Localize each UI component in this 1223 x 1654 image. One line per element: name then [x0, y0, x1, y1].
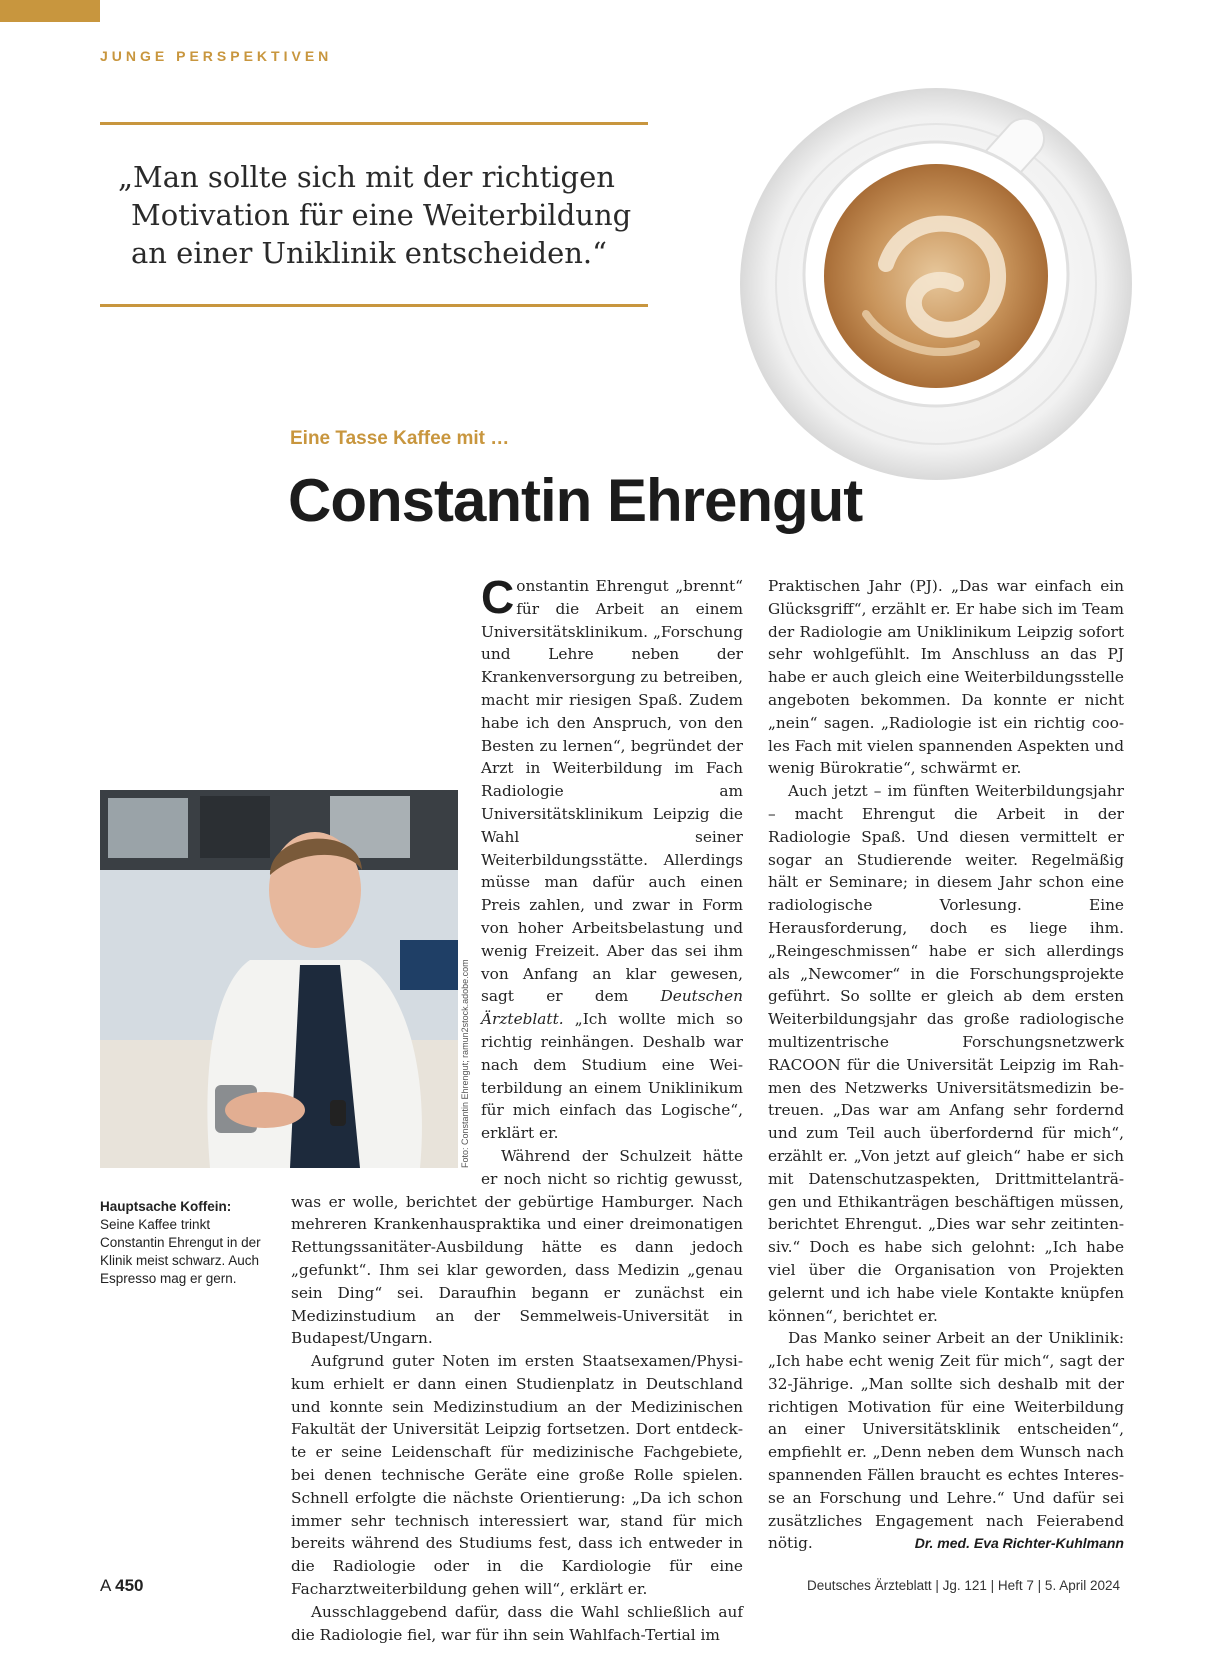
paragraph-6: Auch jetzt – im fünften Weiterbildungsjahr – macht Ehrengut die Arbeit in der Radiologie Spaß. Und diesen vermittelt er sogar an Studierende weiter. Regelmäßig hält er Seminare; in diesem Jahr schon eine radiologische Vorlesung. Eine Herausforderung, doch es liege ihm. „Reingeschmissen“ habe er sich allerdings als „Newcomer“ in die Forschungsprojekte geführt. So sollte er gleich ab dem ersten Weiterbildungsjahr das große radiologische multizentrische Forschungsnetzwerk RACOON für die Universität Leipzig im Rahmen des Netzwerks Universitätsmedizin betreuen. „Das war am Anfang sehr fordernd und zum Teil auch überfordernd für mich“, erzählt er. „Von jetzt auf gleich“ habe er sich mit Datenschutzaspekten, Drittmittelanträgen und Ethikanträgen beschäftigen müssen, berichtet Ehrengut. „Dies war sehr zeitintensiv.“ Doch es habe sich gelohnt: „Ich habe viel über die Organisation von Projekten gelernt und ich habe viele Kontakte knüpfen können“, berichtet er.	[768, 782, 1124, 1325]
portrait-photo	[100, 790, 458, 1168]
photo-caption	[100, 1198, 272, 1288]
page-prefix: A	[100, 1576, 111, 1595]
paragraph-7-text: Das Manko seiner Arbeit an der Uniklinik: „Ich habe echt wenig Zeit für mich“, sagt der 32-Jährige. „Man sollte sich deshalb mit der richtigen Motivation für eine Weiterbildung an einer Universitätsklinik entscheiden“, empfiehlt er. „Denn neben dem Wunsch nach spannenden Fällen braucht es echtes Interesse an Forschung und Lehre.“ Und dafür sei zusätzliches Engagement nach Feierabend nötig.	[768, 1329, 1124, 1553]
article-kicker: Eine Tasse Kaffee mit …	[290, 428, 510, 449]
paragraph-3: Aufgrund guter Noten im ersten Staatsexamen/Physikum erhielt er dann einen Studienplatz in Deutschland und konnte sein Medizinstudium an der Medizinischen Fakultät der Universität Leipzig fortsetzen. Dort entdeckte er seine Leidenschaft für medizinische Fachgebiete, bei denen technische Geräte eine große Rolle spielen. Schnell erfolgte die nächste Orientierung: „Da ich schon immer sehr technisch interessiert war, stand für mich bereits während des Studiums fest, dass ich entweder in die Radiologie oder in die Kardiologie für eine Facharztweiterbildung gehen will“, erklärt er.	[291, 1352, 743, 1599]
pull-quote	[118, 158, 638, 272]
author-byline: Dr. med. Eva Richter-Kuhlmann	[914, 1535, 1124, 1552]
article-headline: Constantin Ehrengut	[288, 467, 863, 534]
pull-quote-line-1: „Man sollte sich mit der richtigen	[118, 160, 615, 194]
paragraph-2: Während der Schulzeit hätte er noch nicht so richtig gewusst, was er wolle, berichtet der gebürtige Hamburger. Nach mehreren Krankenhauspraktika und einer dreimonatigen Rettungssanitäter-Ausbildung hätte es dann jedoch „gefunkt“. Ihm sei klar geworden, dass Medizin „genau sein Ding“ sei. Daraufhin begann er zunächst ein Medizinstudium an der Semmelweis-Universität in Budapest/Ungarn.	[291, 1146, 743, 1348]
quote-bottom-rule	[100, 304, 648, 307]
paragraph-4: Ausschlaggebend dafür, dass die Wahl schließlich auf die Radiologie fiel, war für ihn sein Wahlfach-Tertial im	[291, 1602, 743, 1644]
paragraph-5: Praktischen Jahr (PJ). „Das war einfach ein Glücksgriff“, erzählt er. Er habe sich im Team der Radiologie am Uniklinikum Leipzig sofort sehr wohlgefühlt. Im Anschluss an das PJ habe er auch gleich eine Weiterbildungsstelle angeboten bekommen. Da konnte er nicht „nein“ sagen. „Radiologie ist ein richtig cooles Fach mit vielen spannenden Aspekten und wenig Bürokratie“, schwärmt er.	[768, 577, 1124, 778]
paragraph-7	[768, 1327, 1124, 1555]
dropcap: C	[481, 571, 515, 623]
section-label: JUNGE PERSPEKTIVEN	[100, 48, 333, 64]
accent-corner-bar	[0, 0, 100, 22]
coffee-cup-image	[736, 84, 1136, 484]
pull-quote-line-3: an einer Uniklinik entscheiden.“	[131, 236, 607, 270]
paragraph-1-italic: Deutschen Ärzteblatt.	[481, 987, 743, 1029]
caption-text: Seine Kaffee trinkt Constantin Ehrengut in der Klinik meist schwarz. Auch Espresso mag er gern.	[100, 1217, 261, 1286]
article-column-2	[768, 575, 1124, 1555]
paragraph-1-end: „Ich wollte mich so richtig reinhängen. Deshalb war nach dem Studium eine Weiterbildung an einem Uniklinikum für mich einfach das Logische“, erklärt er.	[481, 1010, 743, 1143]
quote-top-rule	[100, 122, 648, 125]
paragraph-1-text: onstantin Ehrengut „brennt“ für die Arbeit an einem Universitätsklinikum. „Forschung und Lehre neben der Krankenversorgung zu betreiben, macht mir riesigen Spaß. Zudem habe ich den Anspruch, von den Besten zu lernen“, begründet der Arzt in Weiterbildung im Fach Radiologie am Universitätsklinikum Leipzig die Wahl seiner Weiterbildungsstätte. Allerdings müsse man dafür auch einen Preis zahlen, und zwar in Form von hoher Arbeitsbelastung und wenig Freizeit. Aber das sei ihm von Anfang an klar gewesen, sagt er dem	[481, 577, 743, 1006]
photo-credit: Foto: Constantin Ehrengut; ramun2stock.adobe.com	[460, 959, 470, 1168]
journal-info: Deutsches Ärzteblatt | Jg. 121 | Heft 7 | 5. April 2024	[807, 1578, 1120, 1593]
page-number-value: 450	[115, 1576, 144, 1595]
page-number	[100, 1576, 144, 1596]
pull-quote-line-2: Motivation für eine Weiterbildung	[131, 198, 632, 232]
caption-title: Hauptsache Koffein:	[100, 1199, 232, 1214]
